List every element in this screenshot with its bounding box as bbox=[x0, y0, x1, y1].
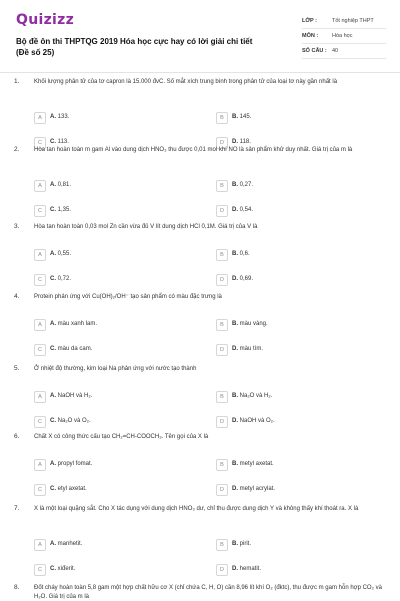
option-label-prefix: A. bbox=[50, 541, 58, 547]
option-letter-box: D bbox=[216, 205, 228, 217]
option-label-prefix: B. bbox=[232, 182, 240, 188]
header-divider bbox=[0, 72, 400, 73]
option-label-prefix: B. bbox=[232, 541, 240, 547]
option-text: etyl axetat. bbox=[57, 486, 87, 492]
option-label bbox=[232, 461, 274, 467]
option-label bbox=[232, 541, 251, 547]
option-label bbox=[50, 541, 82, 547]
answer-option-a[interactable] bbox=[34, 112, 184, 124]
option-label-prefix: A. bbox=[50, 393, 58, 399]
question-text: Đốt cháy hoàn toàn 5,8 gam một hợp chất hữu cơ X (chỉ chứa C, H, O) cần 8,96 lít khí O₂ (đktc), thu được m gam hỗn hợp CO₂ và H₂O. Giá trị của m là bbox=[34, 585, 382, 600]
answer-option-d[interactable] bbox=[216, 416, 366, 428]
answer-option-d[interactable] bbox=[216, 205, 366, 217]
option-label bbox=[232, 251, 250, 257]
option-label-prefix: C. bbox=[50, 418, 58, 424]
option-label-prefix: B. bbox=[232, 393, 240, 399]
answer-option-b[interactable] bbox=[216, 459, 366, 471]
option-label bbox=[50, 276, 71, 282]
worksheet-meta bbox=[302, 14, 386, 59]
option-text: pirit. bbox=[239, 541, 252, 547]
answer-option-c[interactable] bbox=[34, 416, 184, 428]
option-text: NaOH và O₂. bbox=[239, 418, 275, 424]
option-text: màu tím. bbox=[239, 346, 264, 352]
meta-label: MÔN : bbox=[302, 33, 319, 39]
option-text: màu xanh lam. bbox=[57, 321, 98, 327]
option-label-prefix: A. bbox=[50, 114, 58, 120]
option-label-prefix: D. bbox=[232, 207, 240, 213]
answer-option-a[interactable] bbox=[34, 249, 184, 261]
option-label bbox=[232, 418, 275, 424]
meta-label: LỚP : bbox=[302, 18, 317, 24]
option-label bbox=[50, 182, 71, 188]
meta-value: 40 bbox=[332, 48, 339, 54]
option-letter-box: A bbox=[34, 539, 46, 551]
meta-value: Tốt nghiệp THPT bbox=[332, 18, 374, 24]
answer-option-d[interactable] bbox=[216, 274, 366, 286]
option-text: 0,54. bbox=[239, 207, 254, 213]
option-label bbox=[50, 139, 69, 145]
question-text: Ở nhiệt độ thường, kim loại Na phản ứng với nước tạo thành bbox=[34, 366, 197, 372]
option-letter-box: B bbox=[216, 459, 228, 471]
option-letter-box: B bbox=[216, 319, 228, 331]
option-label-prefix: D. bbox=[232, 486, 240, 492]
option-text: 0,27. bbox=[239, 182, 254, 188]
option-letter-box: C bbox=[34, 205, 46, 217]
option-label-prefix: D. bbox=[232, 276, 240, 282]
answer-option-a[interactable] bbox=[34, 391, 184, 403]
option-text: 0,55. bbox=[57, 251, 72, 257]
answer-option-d[interactable] bbox=[216, 484, 366, 496]
option-label-prefix: B. bbox=[232, 114, 240, 120]
option-letter-box: D bbox=[216, 137, 228, 149]
answer-option-b[interactable] bbox=[216, 180, 366, 192]
option-label bbox=[232, 139, 251, 145]
option-label-prefix: C. bbox=[50, 139, 58, 145]
meta-row-question-count bbox=[302, 44, 386, 59]
option-letter-box: C bbox=[34, 274, 46, 286]
option-letter-box: B bbox=[216, 391, 228, 403]
option-label bbox=[232, 114, 251, 120]
option-text: hematit. bbox=[239, 566, 262, 572]
option-text: metyl acrylat. bbox=[239, 486, 276, 492]
answer-option-b[interactable] bbox=[216, 319, 366, 331]
option-label bbox=[50, 566, 75, 572]
option-text: 118. bbox=[239, 139, 251, 145]
option-label bbox=[50, 486, 87, 492]
option-label bbox=[232, 486, 275, 492]
option-letter-box: D bbox=[216, 344, 228, 356]
option-text: 0,69. bbox=[239, 276, 254, 282]
quizizz-logo: Quizizz bbox=[16, 12, 75, 28]
option-label bbox=[50, 207, 71, 213]
option-text: 113. bbox=[57, 139, 69, 145]
answer-option-c[interactable] bbox=[34, 205, 184, 217]
option-label-prefix: A. bbox=[50, 251, 58, 257]
option-label-prefix: C. bbox=[50, 486, 58, 492]
option-label-prefix: C. bbox=[50, 276, 58, 282]
option-label bbox=[50, 114, 69, 120]
option-label-prefix: D. bbox=[232, 139, 240, 145]
option-text: 0,6. bbox=[239, 251, 250, 257]
option-letter-box: A bbox=[34, 249, 46, 261]
answer-option-a[interactable] bbox=[34, 180, 184, 192]
answer-option-b[interactable] bbox=[216, 112, 366, 124]
answer-option-a[interactable] bbox=[34, 459, 184, 471]
option-letter-box: B bbox=[216, 112, 228, 124]
option-label bbox=[232, 346, 263, 352]
option-letter-box: D bbox=[216, 274, 228, 286]
option-label bbox=[50, 346, 92, 352]
option-letter-box: A bbox=[34, 391, 46, 403]
meta-row-subject bbox=[302, 29, 386, 44]
option-letter-box: A bbox=[34, 319, 46, 331]
question-number: 3. bbox=[14, 223, 20, 230]
option-text: màu da cam. bbox=[57, 346, 93, 352]
question-text: Chất X có công thức cấu tạo CH₂=CH-COOCH₃. Tên gọi của X là bbox=[34, 434, 209, 440]
option-label-prefix: C. bbox=[50, 207, 58, 213]
answer-option-b[interactable] bbox=[216, 249, 366, 261]
option-label bbox=[232, 566, 261, 572]
option-letter-box: D bbox=[216, 564, 228, 576]
question-number: 5. bbox=[14, 365, 20, 372]
option-label-prefix: D. bbox=[232, 566, 240, 572]
answer-option-b[interactable] bbox=[216, 391, 366, 403]
option-label bbox=[232, 182, 253, 188]
question-number: 8. bbox=[14, 584, 20, 591]
option-letter-box: A bbox=[34, 180, 46, 192]
option-label-prefix: B. bbox=[232, 461, 240, 467]
option-text: 0,81. bbox=[57, 182, 72, 188]
option-text: metyl axetat. bbox=[239, 461, 274, 467]
option-letter-box: C bbox=[34, 484, 46, 496]
option-label bbox=[50, 251, 71, 257]
option-label bbox=[50, 321, 97, 327]
option-label-prefix: A. bbox=[50, 321, 58, 327]
answer-option-c[interactable] bbox=[34, 564, 184, 576]
question-text: Protein phản ứng với Cu(OH)₂/OH⁻ tạo sản phẩm có màu đặc trưng là bbox=[34, 294, 222, 300]
answer-option-b[interactable] bbox=[216, 539, 366, 551]
answer-option-a[interactable] bbox=[34, 539, 184, 551]
question-number: 1. bbox=[14, 78, 20, 85]
meta-label: SỐ CÂU : bbox=[302, 48, 327, 54]
answer-option-d[interactable] bbox=[216, 564, 366, 576]
question-number: 2. bbox=[14, 146, 20, 153]
option-text: propyl fomat. bbox=[57, 461, 93, 467]
option-label bbox=[232, 276, 253, 282]
option-letter-box: A bbox=[34, 459, 46, 471]
option-letter-box: C bbox=[34, 137, 46, 149]
option-label-prefix: B. bbox=[232, 321, 240, 327]
option-text: Na₂O và H₂. bbox=[239, 393, 273, 399]
worksheet-title: Bộ đề ôn thi THPTQG 2019 Hóa học cực hay có lời giải chi tiết (Đề số 25) bbox=[16, 37, 253, 57]
meta-value: Hóa học bbox=[332, 33, 353, 39]
option-label bbox=[50, 393, 92, 399]
option-letter-box: D bbox=[216, 416, 228, 428]
option-letter-box: D bbox=[216, 484, 228, 496]
answer-option-c[interactable] bbox=[34, 484, 184, 496]
option-letter-box: B bbox=[216, 180, 228, 192]
option-label bbox=[232, 393, 272, 399]
option-label bbox=[232, 321, 268, 327]
question-text: Hòa tan hoàn toàn 0,03 mol Zn cần vừa đủ V lít dung dịch HCl 0,1M. Giá trị của V là bbox=[34, 224, 258, 230]
answer-option-a[interactable] bbox=[34, 319, 184, 331]
option-text: màu vàng. bbox=[239, 321, 268, 327]
option-label-prefix: C. bbox=[50, 346, 58, 352]
worksheet-header bbox=[16, 12, 386, 60]
answer-option-c[interactable] bbox=[34, 274, 184, 286]
question-number: 7. bbox=[14, 505, 20, 512]
option-label-prefix: D. bbox=[232, 346, 240, 352]
question-number: 6. bbox=[14, 433, 20, 440]
option-label-prefix: A. bbox=[50, 461, 58, 467]
option-letter-box: C bbox=[34, 416, 46, 428]
answer-option-d[interactable] bbox=[216, 344, 366, 356]
option-letter-box: B bbox=[216, 249, 228, 261]
option-label-prefix: D. bbox=[232, 418, 240, 424]
option-text: Na₂O và O₂. bbox=[57, 418, 91, 424]
option-letter-box: C bbox=[34, 344, 46, 356]
question-text: Hòa tan hoàn toàn m gam Al vào dung dịch HNO₃ thu được 0,01 mol khí NO là sản phẩm khử duy nhất. Giá trị của m là bbox=[34, 147, 353, 153]
question-text: Khối lượng phân tử của tơ capron là 15.000 đvC. Số mắt xích trung bình trong phân tử của loại tơ này gần nhất là bbox=[34, 79, 338, 85]
option-text: 0,72. bbox=[57, 276, 72, 282]
option-label-prefix: B. bbox=[232, 251, 240, 257]
question-number: 4. bbox=[14, 293, 20, 300]
option-label-prefix: C. bbox=[50, 566, 58, 572]
option-text: 145. bbox=[239, 114, 252, 120]
option-label bbox=[232, 207, 253, 213]
option-letter-box: B bbox=[216, 539, 228, 551]
option-label bbox=[50, 418, 91, 424]
option-text: manhetit. bbox=[57, 541, 83, 547]
option-label-prefix: A. bbox=[50, 182, 58, 188]
option-text: 1,35. bbox=[57, 207, 72, 213]
option-letter-box: C bbox=[34, 564, 46, 576]
meta-row-class bbox=[302, 14, 386, 29]
option-text: 133. bbox=[57, 114, 70, 120]
question-text: X là một loại quặng sắt. Cho X tác dụng với dung dịch HNO₃ dư, chỉ thu được dung dịch Y và không thấy khí thoát ra. X là bbox=[34, 506, 359, 512]
option-letter-box: A bbox=[34, 112, 46, 124]
option-text: xiđerit. bbox=[57, 566, 76, 572]
option-label bbox=[50, 461, 92, 467]
option-text: NaOH và H₂. bbox=[57, 393, 93, 399]
answer-option-c[interactable] bbox=[34, 344, 184, 356]
